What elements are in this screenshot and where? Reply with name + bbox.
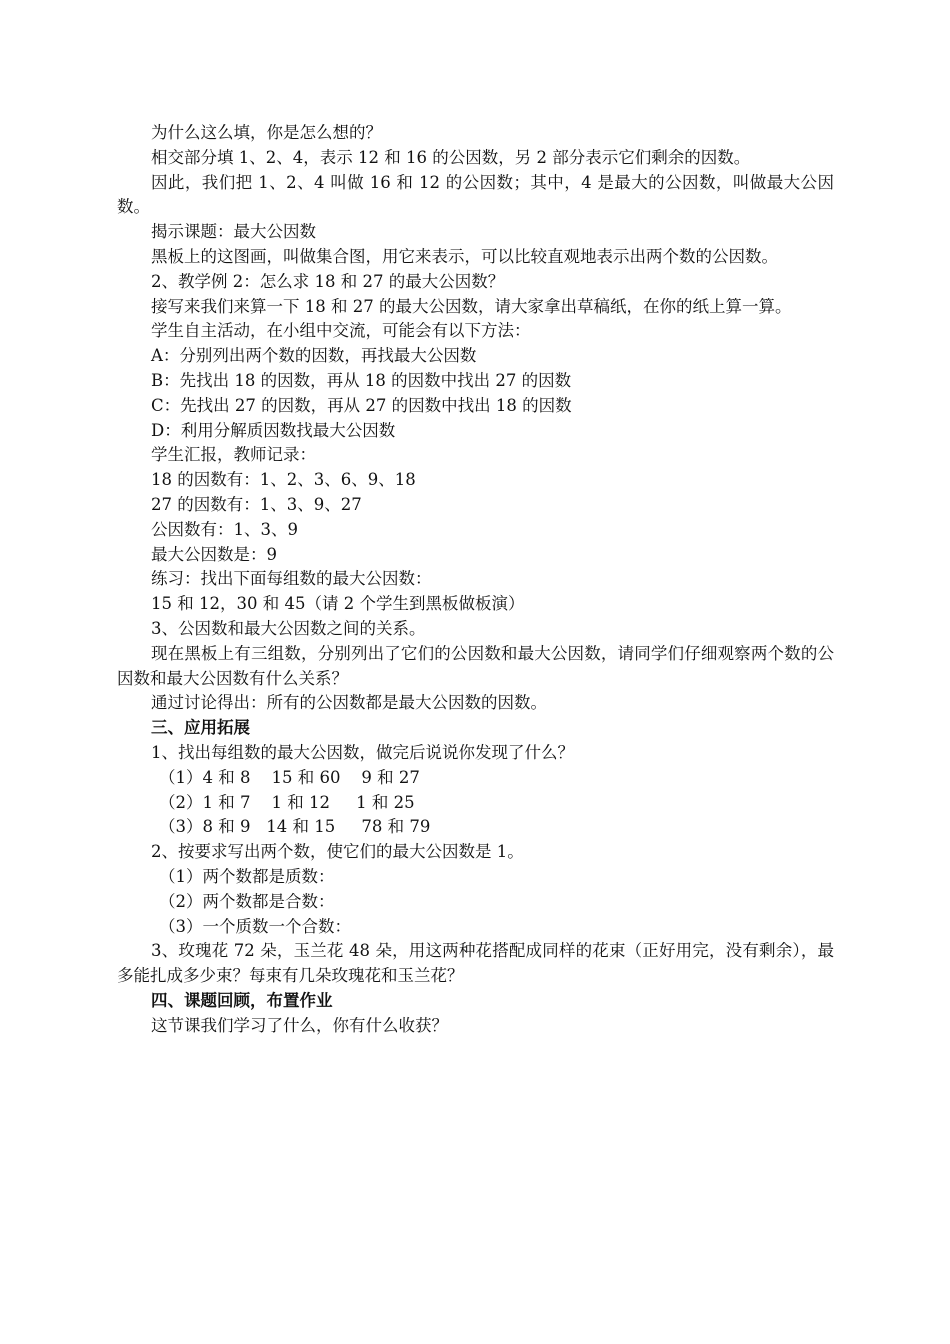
paragraph: 学生汇报，教师记录： [151, 445, 316, 465]
exercise-item: （1）两个数都是质数： [159, 866, 335, 886]
paragraph: 通过讨论得出：所有的公因数都是最大公因数的因数。 [151, 693, 547, 713]
paragraph: 练习：找出下面每组数的最大公因数： [151, 569, 432, 589]
method-item: C：先找出 27 的因数，再从 27 的因数中找出 18 的因数 [151, 395, 572, 415]
method-item: D：利用分解质因数找最大公因数 [151, 420, 396, 440]
document-body [117, 121, 834, 1038]
paragraph: 因此，我们把 1、2、4 叫做 16 和 12 的公因数；其中，4 是最大的公因数，叫做最大公因数。 [117, 172, 834, 217]
record-line: 27 的因数有：1、3、9、27 [151, 494, 362, 514]
exercise-question: 1、找出每组数的最大公因数，做完后说说你发现了什么？ [151, 742, 574, 762]
record-line: 最大公因数是：9 [151, 544, 277, 564]
paragraph: 2、教学例 2：怎么求 18 和 27 的最大公因数？ [151, 271, 505, 291]
paragraph: 学生自主活动，在小组中交流，可能会有以下方法： [151, 321, 531, 341]
method-item: B：先找出 18 的因数，再从 18 的因数中找出 27 的因数 [151, 370, 572, 390]
exercise-item: （1）4 和 8 15 和 60 9 和 27 [159, 767, 420, 787]
record-line: 18 的因数有：1、2、3、6、9、18 [151, 470, 416, 490]
exercise-item: （2）1 和 7 1 和 12 1 和 25 [159, 792, 415, 812]
paragraph: 揭示课题：最大公因数 [151, 222, 316, 242]
paragraph: 黑板上的这图画，叫做集合图，用它来表示，可以比较直观地表示出两个数的公因数。 [151, 246, 778, 266]
paragraph: 为什么这么填，你是怎么想的？ [151, 123, 382, 142]
section-heading: 三、应用拓展 [151, 718, 250, 738]
paragraph: 相交部分填 1、2、4，表示 12 和 16 的公因数，另 2 部分表示它们剩余的因数。 [151, 147, 751, 167]
exercise-item: （3）一个质数一个合数： [159, 916, 351, 936]
exercise-item: （2）两个数都是合数： [159, 891, 335, 911]
record-line: 公因数有：1、3、9 [151, 519, 298, 539]
paragraph: 现在黑板上有三组数，分别列出了它们的公因数和最大公因数，请同学们仔细观察两个数的公因数和最大公因数有什么关系？ [117, 643, 834, 688]
paragraph: 3、公因数和最大公因数之间的关系。 [151, 618, 426, 638]
exercise-question: 3、玫瑰花 72 朵，玉兰花 48 朵，用这两种花搭配成同样的花束（正好用完，没有剩余），最多能扎成多少束？每束有几朵玫瑰花和玉兰花？ [117, 941, 834, 986]
method-item: A：分别列出两个数的因数，再找最大公因数 [151, 346, 477, 366]
paragraph: 15 和 12，30 和 45（请 2 个学生到黑板做板演） [151, 594, 525, 614]
exercise-item: （3）8 和 9 14 和 15 78 和 79 [159, 817, 431, 837]
section-heading: 四、课题回顾，布置作业 [151, 990, 333, 1010]
exercise-question: 2、按要求写出两个数，使它们的最大公因数是 1。 [151, 842, 524, 862]
paragraph: 这节课我们学习了什么，你有什么收获？ [151, 1015, 448, 1035]
paragraph: 接写来我们来算一下 18 和 27 的最大公因数，请大家拿出草稿纸，在你的纸上算一算。 [151, 296, 792, 316]
